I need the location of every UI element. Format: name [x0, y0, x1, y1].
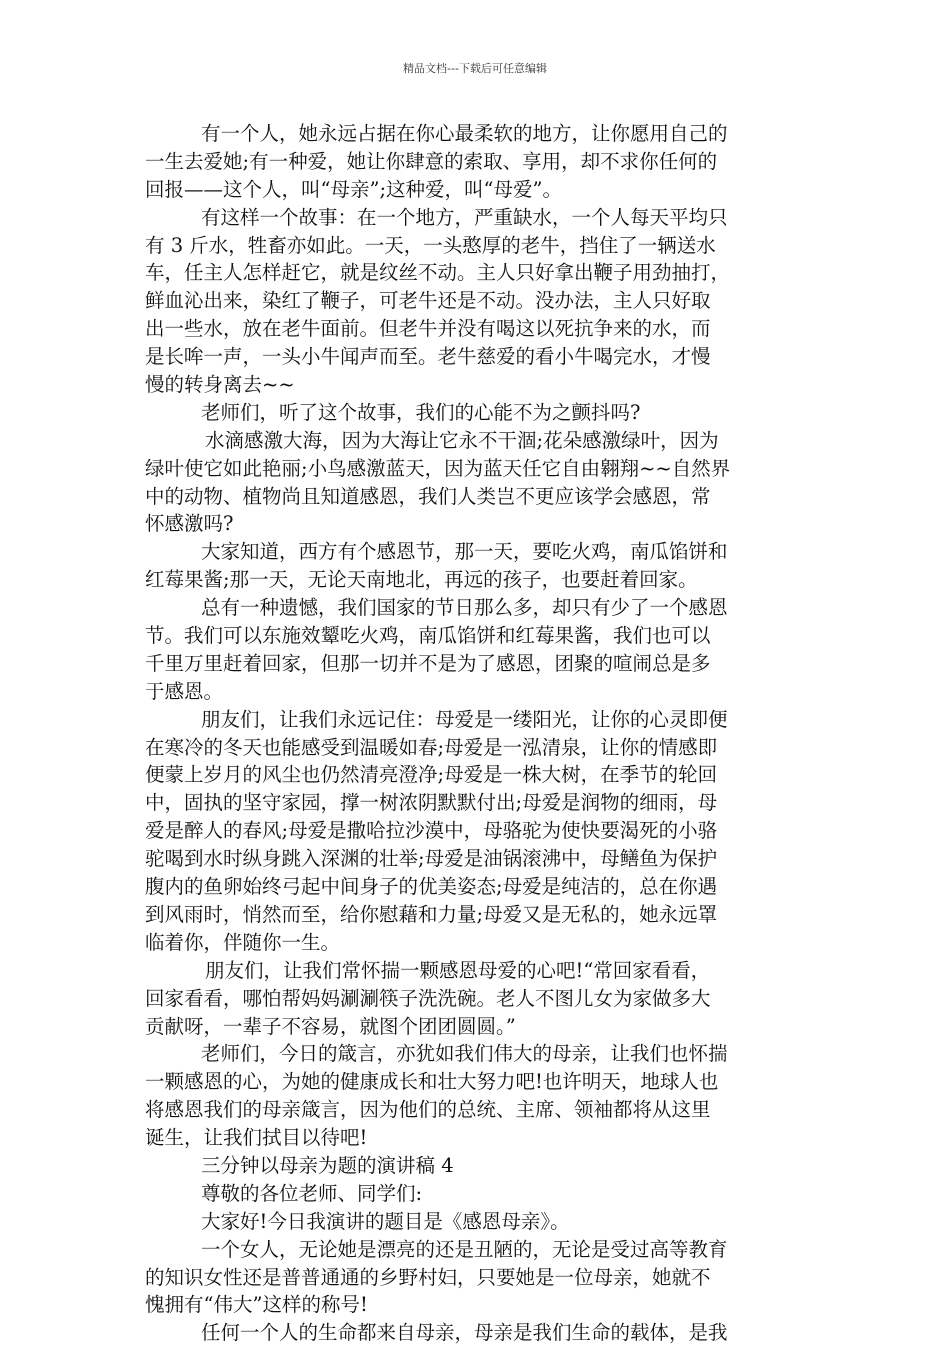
text-line: 驼喝到水时纵身跳入深渊的壮举;母爱是油锅滚沸中，母鳝鱼为保护 [145, 847, 718, 871]
text-line: 出一些水，放在老牛面前。但老牛并没有喝这以死抗争来的水，而 [145, 317, 711, 341]
text-line: 将感恩我们的母亲箴言，因为他们的总统、主席、领袖都将从这里 [145, 1098, 711, 1122]
page-header: 精品文档---下载后可任意编辑 [403, 62, 547, 75]
text-line: 老师们，今日的箴言，亦犹如我们伟大的母亲，让我们也怀揣 [201, 1042, 728, 1066]
text-line: 一颗感恩的心，为她的健康成长和壮大努力吧!也许明天，地球人也 [145, 1070, 719, 1094]
text-line: 车，任主人怎样赶它，就是纹丝不动。主人只好拿出鞭子用劲抽打， [145, 261, 731, 285]
text-line: 大家好!今日我演讲的题目是《感恩母亲》。 [201, 1209, 570, 1233]
text-line: 愧拥有“伟大”这样的称号! [145, 1293, 368, 1317]
text-line: 中，固执的坚守家园，撑一树浓阴默默付出;母爱是润物的细雨，母 [145, 791, 718, 815]
text-line: 绿叶使它如此艳丽;小鸟感激蓝天，因为蓝天任它自由翱翔~~自然界 [145, 456, 731, 480]
document-body [145, 120, 825, 1347]
text-line: 有 3 斤水，牲畜亦如此。一天，一头憨厚的老牛，挡住了一辆送水 [145, 233, 716, 257]
text-line: 腹内的鱼卵始终弓起中间身子的优美姿态;母爱是纯洁的，总在你遇 [145, 875, 718, 899]
text-line: 三分钟以母亲为题的演讲稿 4 [201, 1153, 454, 1177]
text-line: 贡献呀，一辈子不容易，就图个团团圆圆。” [145, 1014, 516, 1038]
text-line: 回报——这个人，叫“母亲”;这种爱，叫“母爱”。 [145, 177, 562, 201]
text-line: 便蒙上岁月的风尘也仍然清亮澄净;母爱是一株大树，在季节的轮回 [145, 763, 718, 787]
text-line: 临着你，伴随你一生。 [145, 930, 341, 954]
text-line: 朋友们，让我们常怀揣一颗感恩母爱的心吧!“常回家看看， [205, 958, 711, 982]
text-line: 于感恩。 [145, 679, 224, 703]
text-line: 大家知道，西方有个感恩节，那一天，要吃火鸡，南瓜馅饼和 [201, 540, 728, 564]
text-line: 朋友们，让我们永远记住：母爱是一缕阳光，让你的心灵即便 [201, 707, 728, 731]
text-line: 中的动物、植物尚且知道感恩，我们人类岂不更应该学会感恩，常 [145, 484, 711, 508]
text-line: 老师们，听了这个故事，我们的心能不为之颤抖吗? [201, 400, 641, 424]
text-line: 一个女人，无论她是漂亮的还是丑陋的，无论是受过高等教育 [201, 1237, 728, 1261]
text-line: 有这样一个故事：在一个地方，严重缺水，一个人每天平均只 [201, 205, 728, 229]
text-line: 回家看看，哪怕帮妈妈涮涮筷子洗洗碗。老人不图儿女为家做多大 [145, 986, 711, 1010]
text-line: 有一个人，她永远占据在你心最柔软的地方，让你愿用自己的 [201, 122, 728, 145]
text-line: 节。我们可以东施效颦吃火鸡，南瓜馅饼和红莓果酱，我们也可以 [145, 624, 711, 648]
text-line: 千里万里赶着回家，但那一切并不是为了感恩，团聚的喧闹总是多 [145, 651, 711, 675]
text-line: 诞生，让我们拭目以待吧! [145, 1126, 368, 1150]
text-line: 鲜血沁出来，染红了鞭子，可老牛还是不动。没办法，主人只好取 [145, 289, 711, 313]
text-line: 到风雨时，悄然而至，给你慰藉和力量;母爱又是无私的，她永远罩 [145, 902, 718, 926]
text-line: 尊敬的各位老师、同学们: [201, 1181, 423, 1205]
text-line: 水滴感激大海，因为大海让它永不干涸;花朵感激绿叶，因为 [205, 428, 719, 452]
text-line: 任何一个人的生命都来自母亲，母亲是我们生命的载体，是我 [201, 1321, 728, 1345]
text-line: 一生去爱她;有一种爱，她让你肆意的索取、享用，却不求你任何的 [145, 149, 718, 173]
text-line: 爱是醉人的春风;母爱是撒哈拉沙漠中，母骆驼为使快要渴死的小骆 [145, 819, 718, 843]
text-line: 在寒冷的冬天也能感受到温暖如春;母爱是一泓清泉，让你的情感即 [145, 735, 718, 759]
text-line: 慢的转身离去~~ [145, 373, 295, 397]
text-line: 是长哞一声，一头小牛闻声而至。老牛慈爱的看小牛喝完水，才慢 [145, 345, 711, 369]
text-line: 怀感激吗? [145, 512, 234, 536]
text-line: 的知识女性还是普普通通的乡野村妇，只要她是一位母亲，她就不 [145, 1265, 711, 1289]
text-line: 红莓果酱;那一天，无论天南地北，再远的孩子，也要赶着回家。 [145, 568, 698, 592]
text-line: 总有一种遗憾，我们国家的节日那么多，却只有少了一个感恩 [201, 596, 728, 620]
